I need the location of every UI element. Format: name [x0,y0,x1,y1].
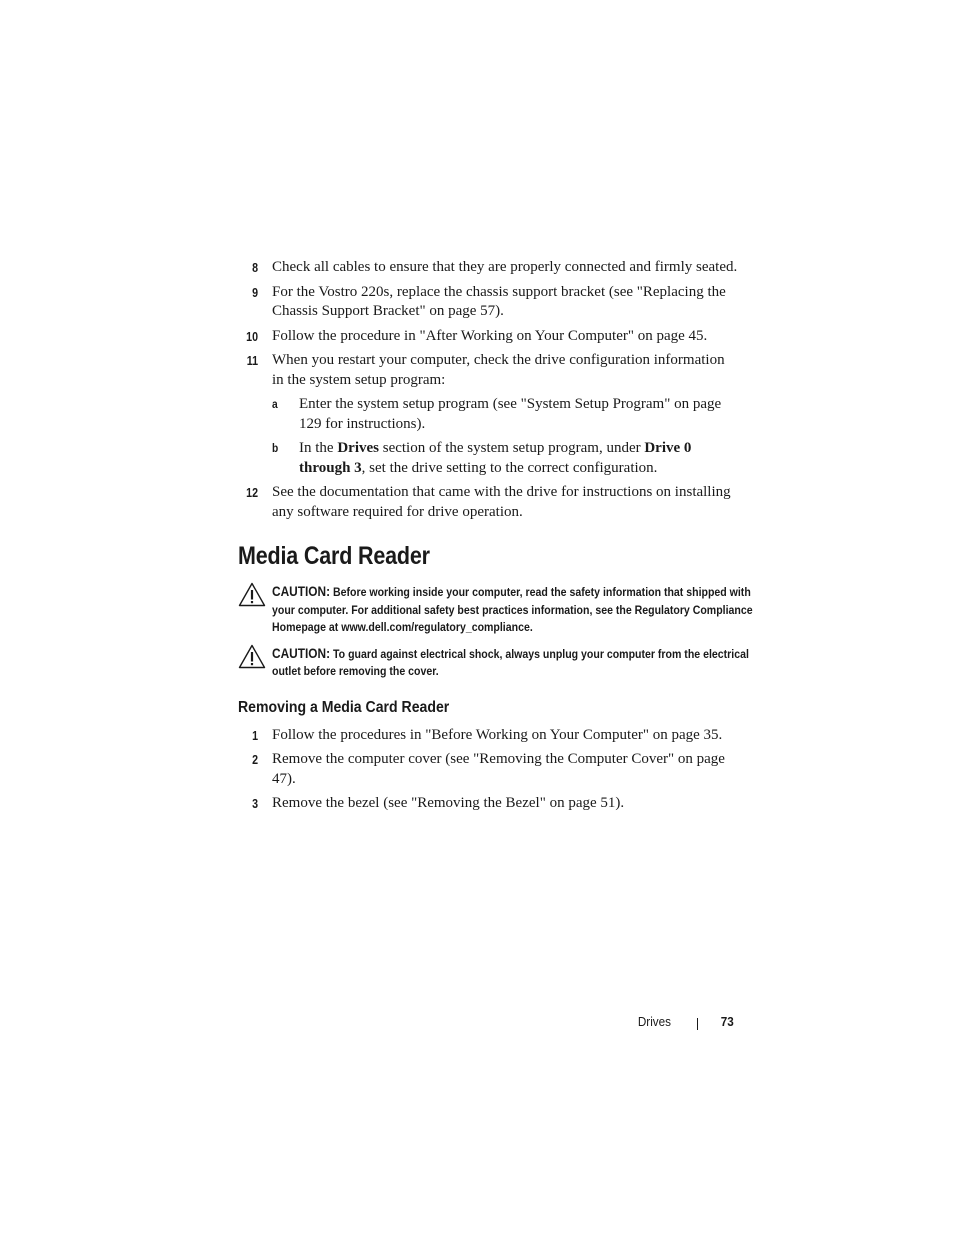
substep-text-part: , set the drive setting to the correct configuration. [361,459,658,476]
caution-note [238,645,749,681]
substep-text-part: In the [299,440,338,456]
caution-body: Before working inside your computer, read the safety information that shipped with your computer. For additional safety best practices information, see the Regulatory Compliance Homepage at www.dell.com/regulatory_compliance. [272,585,753,634]
caution-text [272,583,765,637]
step-text: Follow the procedures in "Before Working on Your Computer" on page 35. [272,726,723,743]
substep-a [272,395,738,434]
step-number: 10 [246,328,258,344]
step-text: Remove the computer cover (see "Removing the Computer Cover" on page 47). [272,751,725,787]
step-12 [238,483,738,522]
footer-section-name: Drives [637,1014,671,1029]
step-text: Check all cables to ensure that they are properly connected and firmly seated. [272,259,738,275]
drives-menu-term: Drives [337,440,379,456]
caution-triangle-icon [238,582,266,607]
step-number: 9 [252,284,258,300]
step-text: Remove the bezel (see "Removing the Bezel" on page 51). [272,795,625,811]
step-11 [238,351,738,478]
substep-list [272,395,738,478]
step-text: For the Vostro 220s, replace the chassis support bracket (see "Replacing the Chassis Support Bracket" on page 57). [272,283,726,319]
caution-label: CAUTION: [272,584,331,599]
footer-divider [697,1018,698,1030]
step-3 [238,794,738,814]
page-number: 73 [720,1014,734,1029]
step-10 [238,327,738,347]
substep-text-part: section of the system setup program, under [378,440,645,456]
section-title: Media Card Reader [238,542,430,570]
step-number: 11 [246,353,258,368]
step-8 [238,258,738,278]
caution-triangle-icon [238,644,266,669]
substep-b [272,439,738,478]
step-2 [238,750,738,789]
substep-text: Enter the system setup program (see "System Setup Program" on page 129 for instructions). [299,396,722,432]
step-1 [238,726,738,746]
caution-note [238,583,753,637]
step-number: 3 [252,796,258,811]
page-footer [636,1014,734,1029]
step-number: 2 [252,752,258,767]
step-9 [238,283,738,322]
step-number: 1 [252,727,258,743]
subsection-title: Removing a Media Card Reader [238,698,450,716]
step-text: See the documentation that came with the drive for instructions on installing any software required for drive operation. [272,484,731,520]
substep-letter: a [272,397,278,411]
substep-letter: b [272,441,279,455]
drive-range-term: Drive 0 through 3 [299,440,692,476]
page-content [238,258,753,819]
step-number: 12 [246,485,258,500]
caution-label: CAUTION: [272,645,331,661]
step-number: 8 [252,260,258,275]
caution-text [272,645,765,681]
step-text: When you restart your computer, check the drive configuration information in the system setup program: [272,352,725,388]
step-text: Follow the procedure in "After Working on Your Computer" on page 45. [272,327,708,344]
caution-body: To guard against electrical shock, always unplug your computer from the electrical outlet before removing the cover. [272,646,749,678]
